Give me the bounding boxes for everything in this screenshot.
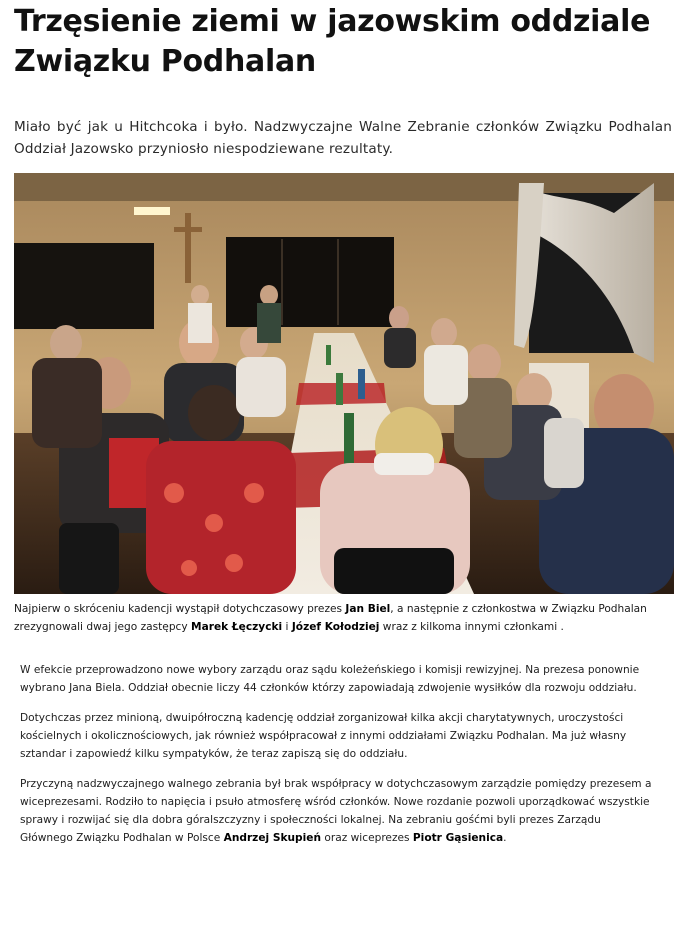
- meeting-photo-icon: [14, 173, 674, 594]
- caption-text-3: i: [282, 621, 292, 633]
- photo-caption: [14, 600, 679, 636]
- caption-name-marek-leczycki: Marek Łęczycki: [191, 621, 283, 633]
- article-body: [20, 661, 652, 859]
- article-title: Trzęsienie ziemi w jazowskim oddziale Związku Podhalan: [14, 4, 651, 79]
- paragraph-reasons-text-1: Przyczyną nadzwyczajnego walnego zebrania był brak współpracy w dotychczasowym zarządzie pomiędzy prezesem a wiceprezesami. Rodziło to napięcia i psuło atmosferę wśród członków. Nowe rozdanie pozwoli uporządkować wszystkie sprawy i rozwijać się dla dobra góralszczyzny i społeczności lokalnej. Na zebraniu gośćmi byli prezes Zarządu Głównego Związku Podhalan w Polsce: [20, 778, 652, 844]
- paragraph-elections: W efekcie przeprowadzono nowe wybory zarządu oraz sądu koleżeńskiego i komisji rewizyjnej. Na prezesa ponownie wybrano Jana Biela. Oddział obecnie liczy 44 członków którzy zapowiadają zdwojenie wysiłków dla rozwoju oddziału.: [20, 664, 640, 694]
- caption-text-2: , a następnie z członkostwa w Związku Podhalan zrezygnowali dwaj jego zastępcy: [14, 603, 647, 633]
- paragraph-reasons: [20, 775, 652, 847]
- caption-text-4: wraz z kilkoma innymi członkami .: [379, 621, 564, 633]
- caption-text-1: Najpierw o skróceniu kadencji wystąpił dotychczasowy prezes: [14, 603, 346, 615]
- caption-name-jozef-kolodziej: Józef Kołodziej: [291, 621, 380, 633]
- paragraph-reasons-text-3: .: [503, 832, 507, 844]
- caption-name-jan-biel: Jan Biel: [345, 603, 391, 615]
- paragraph-reasons-text-2: oraz wiceprezes: [321, 832, 413, 844]
- guest-name-andrzej-skupien: Andrzej Skupień: [223, 832, 322, 844]
- article-lead: Miało być jak u Hitchcoka i było. Nadzwyczajne Walne Zebranie członków Związku Podhalan Oddział Jazowsko przyniosło niespodziewane rezultaty.: [14, 119, 672, 157]
- paragraph-activities: Dotychczas przez minioną, dwuipółroczną kadencję oddział zorganizował kilka akcji charytatywnych, uroczystości kościelnych i okolicznościowych, jak również współpracował z innymi oddziałami Związku Podhalan. Ma już własny sztandar i zapowiedź kilku sympatyków, że teraz zapiszą się do oddziału.: [20, 712, 627, 760]
- guest-name-piotr-gasienica: Piotr Gąsienica: [412, 832, 504, 844]
